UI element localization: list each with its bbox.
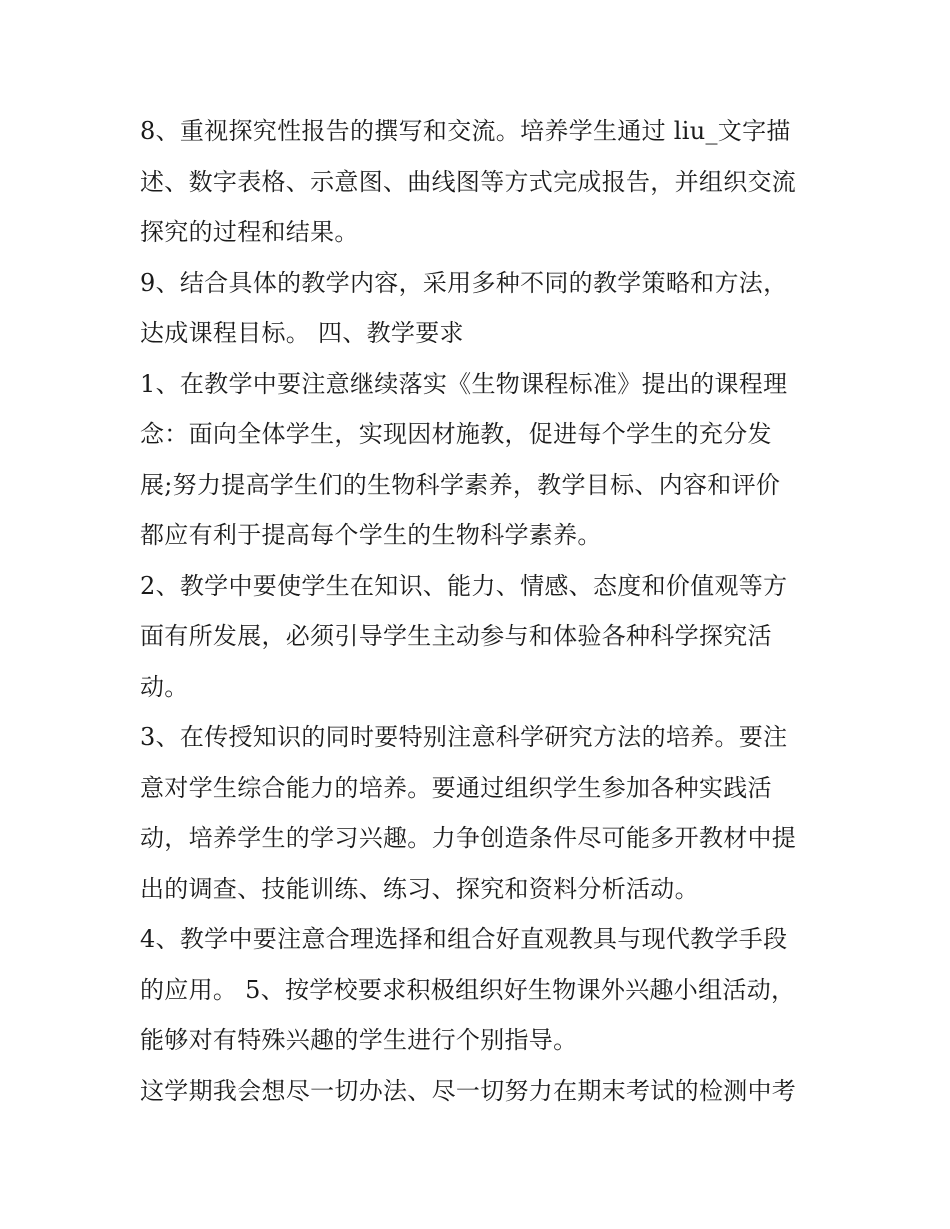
text-line: 1、在教学中要注意继续落实《生物课程标准》提出的课程理 bbox=[140, 369, 788, 398]
text-line: 述、数字表格、示意图、曲线图等方式完成报告，并组织交流 bbox=[140, 167, 797, 196]
text-line: 的应用。 5、按学校要求积极组织好生物课外兴趣小组活动， bbox=[140, 975, 796, 1004]
text-line: 2、教学中要使学生在知识、能力、情感、态度和价值观等方 bbox=[140, 571, 788, 600]
text-line: 意对学生综合能力的培养。要通过组织学生参加各种实践活 bbox=[140, 773, 772, 802]
text-line: 探究的过程和结果。 bbox=[140, 218, 359, 246]
document-body bbox=[140, 106, 820, 1116]
text-line: 展;努力提高学生们的生物科学素养，教学目标、内容和评价 bbox=[140, 470, 781, 499]
paragraph-closing bbox=[140, 1066, 820, 1117]
text-line: 9、结合具体的教学内容，采用多种不同的教学策略和方法， bbox=[140, 268, 788, 297]
paragraph-item-8 bbox=[140, 106, 820, 258]
text-line: 这学期我会想尽一切办法、尽一切努力在期末考试的检测中考 bbox=[140, 1076, 797, 1105]
text-line: 4、教学中要注意合理选择和组合好直观教具与现代教学手段 bbox=[140, 925, 788, 953]
text-line: 都应有利于提高每个学生的生物科学素养。 bbox=[140, 521, 602, 549]
text-line: 8、重视探究性报告的撰写和交流。培养学生通过 liu_文字描 bbox=[140, 117, 791, 145]
text-line: 动。 bbox=[140, 672, 189, 701]
text-line: 念：面向全体学生，实现因材施教，促进每个学生的充分发 bbox=[140, 420, 772, 448]
text-line: 面有所发展，必须引导学生主动参与和体验各种科学探究活 bbox=[140, 622, 772, 650]
text-line: 能够对有特殊兴趣的学生进行个别指导。 bbox=[140, 1026, 578, 1054]
text-line: 达成课程目标。 四、教学要求 bbox=[140, 319, 464, 347]
paragraph-requirement-4-5 bbox=[140, 914, 820, 1066]
paragraph-item-9 bbox=[140, 258, 820, 359]
paragraph-requirement-1 bbox=[140, 359, 820, 561]
paragraph-requirement-2 bbox=[140, 561, 820, 713]
text-line: 出的调查、技能训练、练习、探究和资料分析活动。 bbox=[140, 874, 699, 903]
text-line: 3、在传授知识的同时要特别注意科学研究方法的培养。要注 bbox=[140, 723, 788, 751]
text-line: 动，培养学生的学习兴趣。力争创造条件尽可能多开教材中提 bbox=[140, 824, 797, 852]
paragraph-requirement-3 bbox=[140, 712, 820, 914]
